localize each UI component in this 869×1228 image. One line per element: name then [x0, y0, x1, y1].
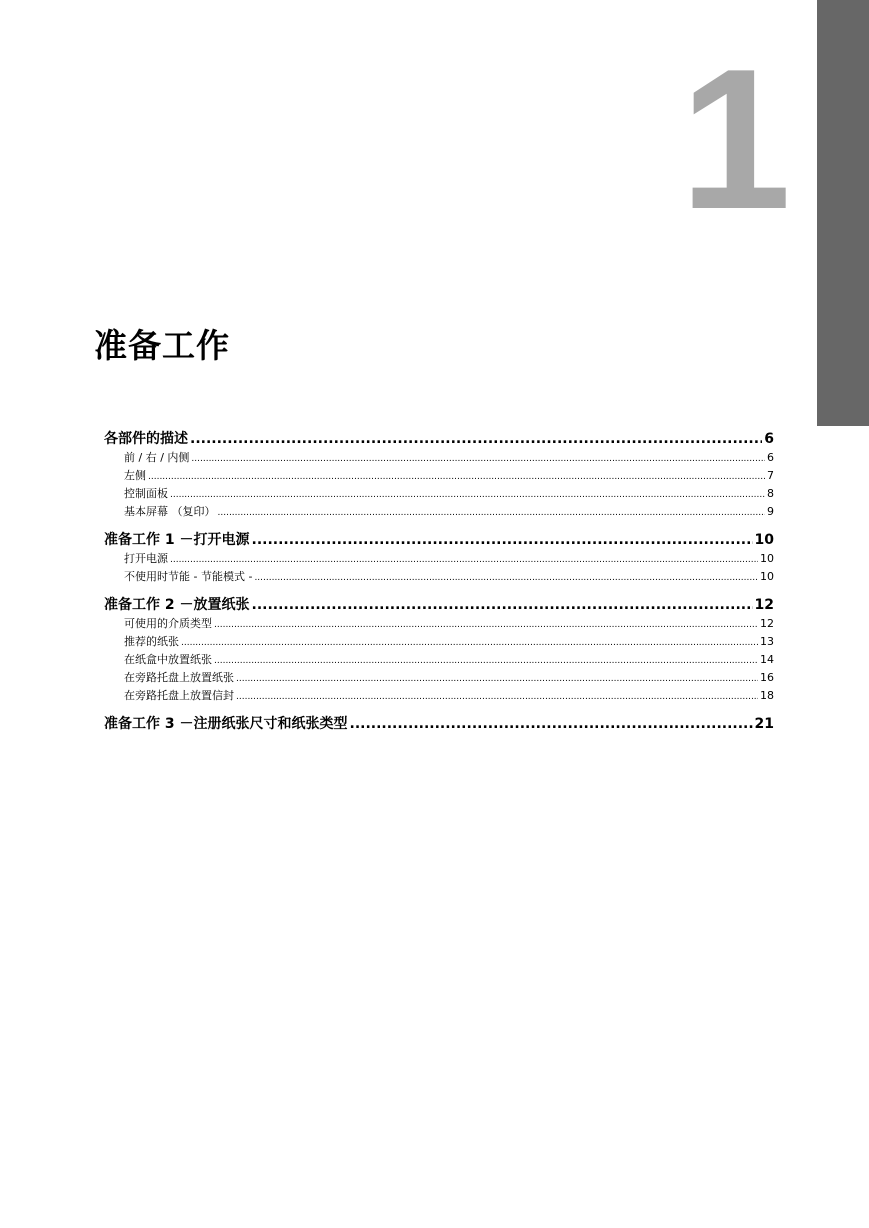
toc-entry-page: 10 [754, 532, 774, 548]
toc-subentry[interactable] [104, 669, 774, 687]
toc-entry-title: 各部件的描述 [104, 431, 188, 447]
toc-subentry-title: 在旁路托盘上放置信封 [124, 689, 234, 702]
toc-entry-title: 准备工作 3 －注册纸张尺寸和纸张类型 [104, 716, 348, 732]
toc-leader [170, 485, 765, 504]
toc-leader [181, 633, 758, 652]
toc-subentry[interactable] [104, 633, 774, 651]
toc-subentry[interactable] [104, 651, 774, 669]
toc-subentry[interactable] [104, 550, 774, 568]
toc-entry[interactable] [104, 531, 774, 550]
toc-entry-page: 6 [764, 431, 774, 447]
toc-leader [236, 687, 758, 706]
toc-subentry[interactable] [104, 615, 774, 633]
toc-subentry-title: 左侧 [124, 469, 146, 482]
toc-subentry-title: 控制面板 [124, 487, 168, 500]
toc-section-parts [104, 430, 774, 521]
toc-subentry-title: 推荐的纸张 [124, 635, 179, 648]
toc-leader [190, 430, 762, 449]
toc-subentry[interactable] [104, 687, 774, 705]
toc-entry-title: 准备工作 2 －放置纸张 [104, 597, 250, 613]
toc-leader [254, 568, 758, 587]
toc-entry-page: 12 [754, 597, 774, 613]
toc-section-register [104, 715, 774, 734]
toc-entry-page: 21 [754, 716, 774, 732]
toc-leader [252, 531, 753, 550]
toc-subentry-page: 7 [767, 469, 774, 482]
toc-leader [214, 615, 758, 634]
toc-leader [350, 715, 753, 734]
toc-subentry-page: 16 [760, 671, 774, 684]
toc-subentry[interactable] [104, 467, 774, 485]
toc-subentry-page: 9 [767, 505, 774, 518]
toc-subentry-title: 打开电源 [124, 552, 168, 565]
toc-subentry-page: 6 [767, 451, 774, 464]
toc-subentry[interactable] [104, 503, 774, 521]
table-of-contents [104, 430, 774, 744]
toc-subentry-title: 在纸盒中放置纸张 [124, 653, 212, 666]
toc-subentry-page: 13 [760, 635, 774, 648]
toc-subentry-title: 基本屏幕 （复印） [124, 505, 216, 518]
toc-leader [170, 550, 758, 569]
toc-leader [191, 449, 765, 468]
toc-subentry-page: 12 [760, 617, 774, 630]
toc-section-paper [104, 596, 774, 705]
toc-subentry[interactable] [104, 449, 774, 467]
toc-subentry-title: 前 / 右 / 内侧 [124, 451, 190, 464]
toc-leader [236, 669, 758, 688]
toc-subentry[interactable] [104, 485, 774, 503]
toc-subentry-title: 不使用时节能 - 节能模式 - [124, 570, 253, 583]
toc-subentry-title: 可使用的介质类型 [124, 617, 212, 630]
toc-subentry-title: 在旁路托盘上放置纸张 [124, 671, 234, 684]
toc-subentry-page: 14 [760, 653, 774, 666]
chapter-number: 1 [680, 28, 792, 251]
toc-leader [214, 651, 758, 670]
toc-subentry-page: 10 [760, 570, 774, 583]
toc-leader [252, 596, 753, 615]
chapter-side-tab [817, 0, 869, 426]
toc-entry[interactable] [104, 430, 774, 449]
toc-section-power [104, 531, 774, 586]
toc-leader [218, 503, 766, 522]
toc-leader [148, 467, 765, 486]
toc-entry[interactable] [104, 715, 774, 734]
toc-subentry-page: 8 [767, 487, 774, 500]
toc-entry-title: 准备工作 1 －打开电源 [104, 532, 250, 548]
toc-subentry-page: 10 [760, 552, 774, 565]
chapter-title: 准备工作 [94, 326, 230, 365]
toc-subentry[interactable] [104, 568, 774, 586]
toc-subentry-page: 18 [760, 689, 774, 702]
toc-entry[interactable] [104, 596, 774, 615]
